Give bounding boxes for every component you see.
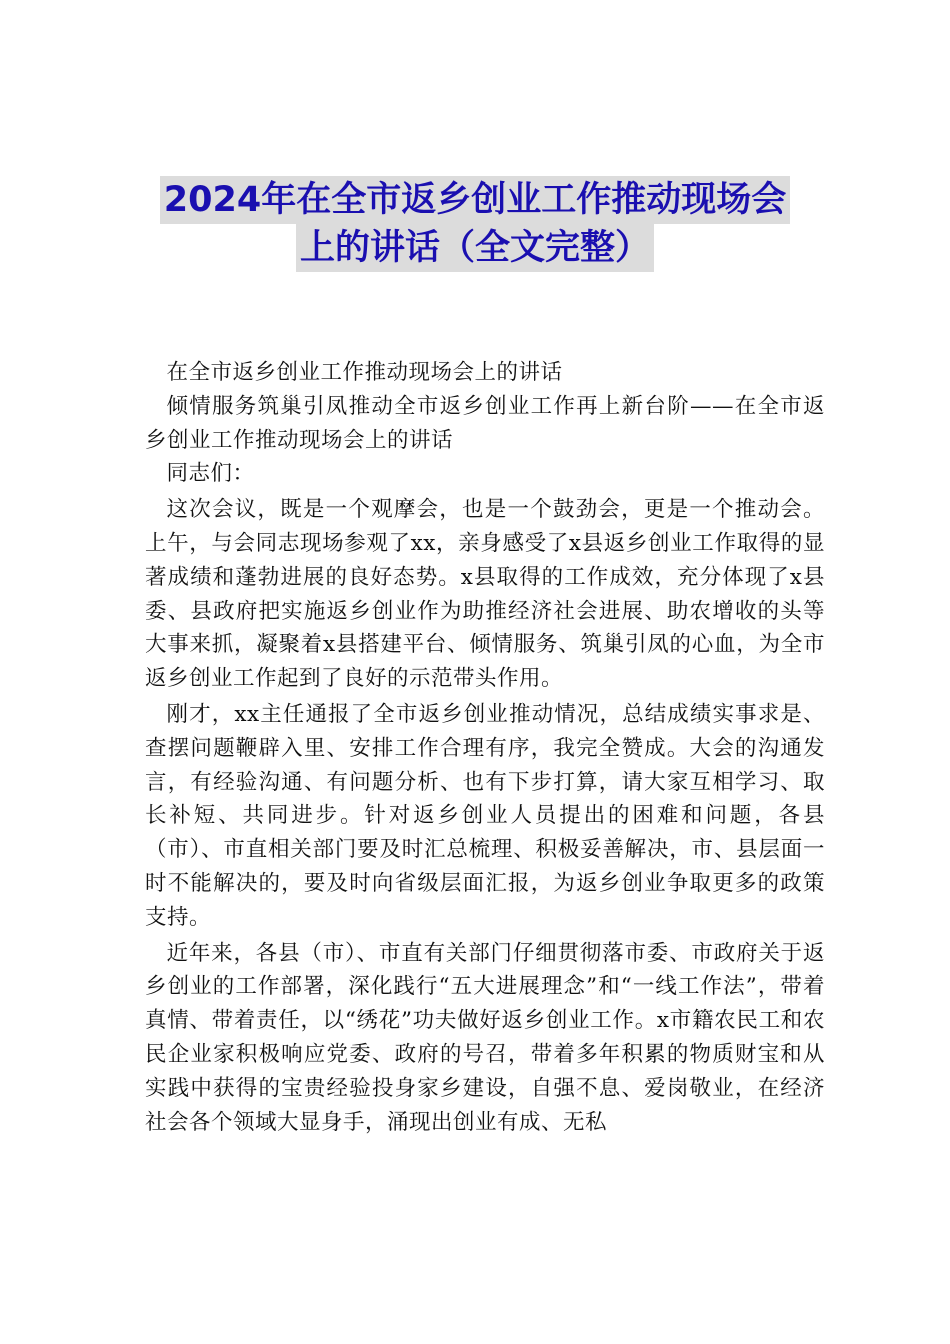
title-line-2: 上的讲话（全文完整） bbox=[296, 224, 654, 272]
paragraph: 刚才，xx主任通报了全市返乡创业推动情况，总结成绩实事求是、查摆问题鞭辟入里、安排工作合理有序，我完全赞成。大会的沟通发言，有经验沟通、有问题分析、也有下步打算，请大家互相学习、取长补短、共同进步。针对返乡创业人员提出的困难和问题，各县（市）、市直相关部门要及时汇总梳理、积极妥善解决，市、县层面一时不能解决的，要及时向省级层面汇报，为返乡创业争取更多的政策支持。 bbox=[145, 701, 825, 930]
document-body bbox=[145, 356, 825, 1139]
document-title bbox=[0, 176, 950, 272]
paragraph: 这次会议，既是一个观摩会，也是一个鼓劲会，更是一个推动会。上午，与会同志现场参观了xx，亲身感受了x县返乡创业工作取得的显著成绩和蓬勃进展的良好态势。x县取得的工作成效，充分体现了x县委、县政府把实施返乡创业作为助推经济社会进展、助农增收的头等大事来抓，凝聚着x县搭建平台、倾情服务、筑巢引凤的心血，为全市返乡创业工作起到了良好的示范带头作用。 bbox=[145, 497, 825, 692]
paragraph-salutation: 同志们： bbox=[166, 461, 255, 487]
paragraph-subtitle: 倾情服务筑巢引凤推动全市返乡创业工作再上新台阶——在全市返乡创业工作推动现场会上的讲话 bbox=[145, 393, 825, 453]
paragraph-heading: 在全市返乡创业工作推动现场会上的讲话 bbox=[166, 360, 563, 385]
paragraph: 近年来，各县（市）、市直有关部门仔细贯彻落市委、市政府关于返乡创业的工作部署，深化践行“五大进展理念”和“一线工作法”，带着真情、带着责任，以“绣花”功夫做好返乡创业工作。x市籍农民工和农民企业家积极响应党委、政府的号召，带着多年积累的物质财宝和从实践中获得的宝贵经验投身家乡建设，自强不息、爱岗敬业，在经济社会各个领域大显身手，涌现出创业有成、无私 bbox=[145, 940, 825, 1135]
title-line-1: 2024年在全市返乡创业工作推动现场会 bbox=[160, 176, 790, 224]
